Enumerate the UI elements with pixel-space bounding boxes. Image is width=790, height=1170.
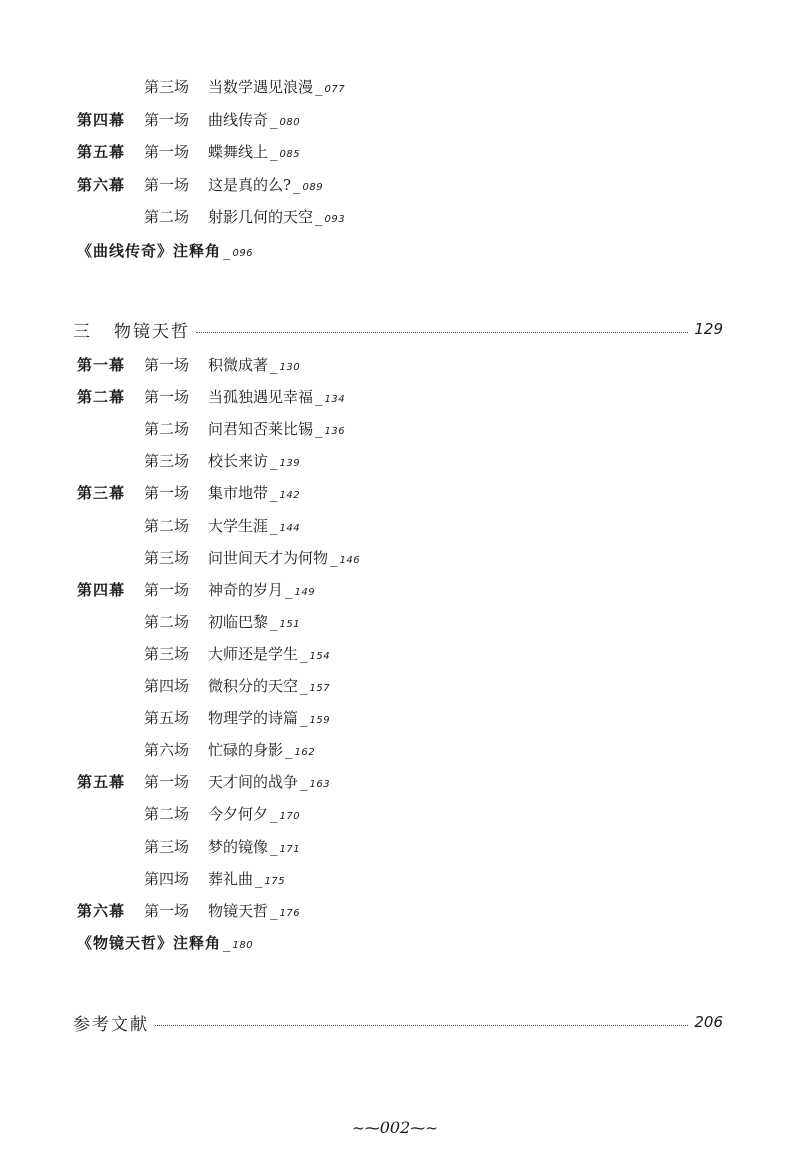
scene-label: 第四场 [144,677,190,695]
section-title: 物镜天哲 [114,321,190,342]
separator: _ [270,612,278,631]
toc-entry[interactable] [77,352,477,378]
entry-title: 问君知否莱比锡 [208,420,314,439]
act-label: 第三幕 [77,484,126,503]
scene-label: 第二场 [144,612,190,631]
separator: _ [285,741,293,760]
entry-title: 校长来访 [208,452,269,471]
entry-title: 梦的镜像 [208,837,269,856]
entry-title-group [208,898,300,927]
entry-title-group [208,609,300,638]
entry-title: 神奇的岁月 [208,580,284,599]
separator: _ [223,242,231,260]
toc-entry[interactable] [77,172,477,198]
note-title: 《物镜天哲》注释角 [77,934,222,952]
entry-title: 蝶舞线上 [208,143,269,161]
scene-label: 第一场 [144,901,190,920]
page-number: 089 [302,181,324,193]
scene-label: 第三场 [144,644,190,663]
page-number: 149 [294,586,316,598]
page-number: 139 [279,458,301,470]
section-page-number: 129 [694,320,723,338]
entry-title: 当数学遇见浪漫 [208,78,314,96]
toc-entry[interactable] [77,609,477,635]
entry-title-group [208,545,360,574]
act-label: 第一幕 [77,356,126,374]
scene-label: 第一场 [144,484,190,503]
scene-label: 第三场 [144,78,190,96]
entry-title: 葬礼曲 [208,869,254,888]
separator: _ [330,548,338,567]
note-section3[interactable] [77,930,253,956]
entry-title: 这是真的么? [208,175,292,194]
toc-entry[interactable] [77,448,477,474]
separator: _ [300,677,308,695]
act-label: 第四幕 [77,110,126,129]
entry-title: 物理学的诗篇 [208,709,299,728]
section-heading[interactable] [73,314,723,344]
toc-entry[interactable] [77,641,477,667]
toc-entry[interactable] [77,139,477,165]
entry-title-group [208,139,300,168]
entry-title-group [208,448,300,477]
entry-title-group [208,416,345,445]
page-number: 130 [279,362,301,373]
toc-entry[interactable] [77,705,477,731]
entry-title-group [208,352,300,381]
page-number: 180 [232,940,254,951]
entry-title-group [208,801,300,830]
entry-title-group [208,737,315,766]
act-label: 第二幕 [77,388,126,407]
entry-title-group [208,172,323,201]
page-number: 151 [279,618,301,630]
separator: _ [270,837,278,856]
toc-entry[interactable] [77,866,477,892]
toc-entry[interactable] [77,204,477,230]
entry-title-group [208,74,345,103]
toc-entry[interactable] [77,801,477,827]
note-top[interactable] [77,238,253,264]
toc-entry[interactable] [77,898,477,924]
entry-title: 曲线传奇 [208,110,269,129]
entry-title-group [208,204,345,233]
page-number: 176 [279,907,301,919]
scene-label: 第一场 [144,388,190,407]
references-page-number: 206 [694,1013,723,1031]
scene-label: 第一场 [144,143,190,161]
scene-label: 第二场 [144,805,190,824]
entry-title-group [208,641,330,670]
entry-title: 问世间天才为何物 [208,548,329,567]
separator: _ [315,208,323,226]
toc-entry[interactable] [77,673,477,699]
separator: _ [270,484,278,503]
act-label: 第四幕 [77,580,126,599]
dot-leader [155,1024,688,1026]
act-label: 第五幕 [77,773,126,792]
scene-label: 第一场 [144,356,190,374]
scene-label: 第一场 [144,175,190,194]
separator: _ [270,110,278,129]
page-number: 157 [309,683,331,694]
scene-label: 第一场 [144,110,190,129]
separator: _ [300,709,308,728]
page-number: 085 [279,149,301,160]
page-number: 146 [339,554,361,566]
ornament-right-icon: ⁓~ [410,1119,438,1137]
scene-label: 第一场 [144,773,190,792]
entry-title: 积微成著 [208,356,269,374]
separator: _ [255,869,263,888]
toc-entry[interactable] [77,74,477,100]
act-label: 第六幕 [77,175,126,194]
page-number: 142 [279,490,301,502]
scene-label: 第六场 [144,741,190,760]
entry-title: 天才间的战争 [208,773,299,792]
scene-label: 第四场 [144,869,190,888]
references-title: 参考文献 [73,1014,149,1035]
entry-title-group [208,769,330,798]
entry-title-group [208,384,345,413]
entry-title-group [208,673,330,702]
toc-entry[interactable] [77,513,477,539]
entry-title-group [208,577,315,606]
entry-title-group [208,480,300,509]
entry-title: 当孤独遇见幸福 [208,388,314,407]
page-number: 170 [279,811,301,823]
page-number: 134 [324,394,346,406]
toc-entry[interactable] [77,107,477,133]
page-number: 175 [264,875,286,887]
separator: _ [270,901,278,920]
entry-title-group [208,866,285,895]
toc-entry[interactable] [77,480,477,506]
act-label: 第五幕 [77,143,126,161]
dot-leader [196,331,688,333]
footer-page-number: 002 [379,1118,411,1137]
entry-title: 射影几何的天空 [208,208,314,226]
page-footer [0,1118,790,1137]
references-heading[interactable] [73,1007,723,1037]
scene-label: 第二场 [144,420,190,439]
page-number: 080 [279,116,301,128]
section-number: 三 [73,321,92,342]
entry-title-group [208,834,300,863]
toc-entry[interactable] [77,834,477,860]
separator: _ [300,773,308,792]
entry-title: 今夕何夕 [208,805,269,824]
page-number: 136 [324,426,346,438]
entry-title: 忙碌的身影 [208,741,284,760]
scene-label: 第五场 [144,709,190,728]
page-number: 093 [324,214,346,225]
separator: _ [300,644,308,663]
scene-label: 第三场 [144,548,190,567]
scene-label: 第三场 [144,452,190,471]
separator: _ [270,143,278,161]
separator: _ [270,452,278,471]
separator: _ [270,356,278,374]
entry-title: 微积分的天空 [208,677,299,695]
separator: _ [315,388,323,407]
ornament-left-icon: ~⁓ [352,1119,380,1137]
toc-entry[interactable] [77,416,477,442]
page-number: 096 [232,248,254,259]
scene-label: 第一场 [144,580,190,599]
toc-entry[interactable] [77,384,477,410]
separator: _ [315,78,323,96]
entry-title-group [208,513,300,542]
toc-entry[interactable] [77,577,477,603]
entry-title: 集市地带 [208,484,269,503]
separator: _ [270,805,278,824]
page-number: 171 [279,843,301,855]
separator: _ [293,175,301,194]
entry-title: 大师还是学生 [208,644,299,663]
page-number: 163 [309,779,331,791]
toc-entry[interactable] [77,545,477,571]
separator: _ [315,420,323,439]
scene-label: 第二场 [144,516,190,535]
page-number: 162 [294,747,316,759]
separator: _ [223,934,231,952]
separator: _ [285,580,293,599]
entry-title: 初临巴黎 [208,612,269,631]
entry-title-group [208,107,300,136]
separator: _ [270,516,278,535]
scene-label: 第三场 [144,837,190,856]
entry-title: 大学生涯 [208,516,269,535]
page-number: 154 [309,650,331,662]
page-number: 077 [324,84,346,95]
entry-title-group [208,705,330,734]
page-number: 159 [309,715,331,727]
act-label: 第六幕 [77,901,126,920]
note-title: 《曲线传奇》注释角 [77,242,222,260]
page-number: 144 [279,522,301,534]
entry-title: 物镜天哲 [208,901,269,920]
toc-entry[interactable] [77,737,477,763]
toc-entry[interactable] [77,769,477,795]
scene-label: 第二场 [144,208,190,226]
